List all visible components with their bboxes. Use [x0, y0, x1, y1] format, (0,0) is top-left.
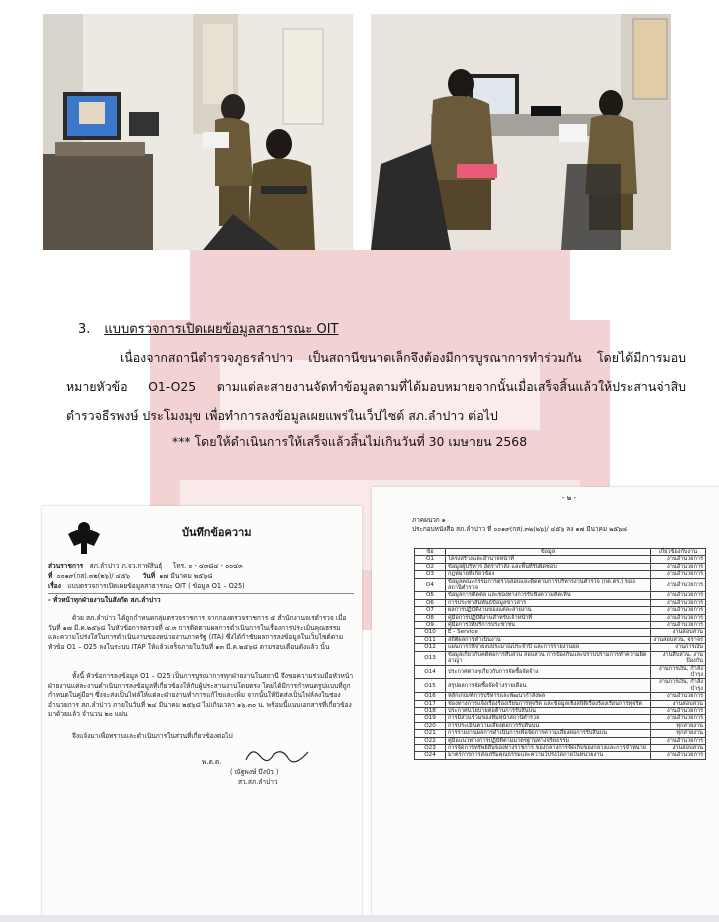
row-item: การจัดการทรัพย์สินของทางราชการ ของกลางการจัดเก็บของกลางและการจำหน่าย: [446, 744, 651, 751]
memo-paragraph-1: ด้วย สภ.ลำปาว ได้ถูกกำหนดกลุ่มตรวจราชการ จากกองตรวจราชการ ๕ สำนักงานจเรตำรวจ เมื่อวันที่ ๑๗ มี.ค.๒๕๖๘ ในหัวข้อการตรวจที่ ๔.๓ การติดตามผลการดำเนินการในเรื่องการประเมินคุณธรรม และความโปร่งใสในการดำเนินงานของหน่วยงานภาครัฐ (ITA) ซึ่งได้กำชับผลการลงข้อมูลในเว็บไซต์ตามหัวข้อ O1 – O25 ลงในระบบ ITAP ให้แล้วเสร็จภายในวันที่ ๑๓ มี.ค.๒๕๖๘ ตามรอบเตือนดังแล้ว นั้น: [48, 614, 347, 651]
memo-date: ๑๗ มีนาคม ๒๕๖๘: [159, 572, 213, 580]
signature-mark: [242, 744, 312, 766]
row-item: E - Service: [446, 629, 651, 636]
row-item: กฎหมายที่เกี่ยวข้อง: [446, 571, 651, 578]
subject-label: เรื่อง: [48, 582, 61, 590]
row-unit: งานอำนวยการ: [651, 693, 706, 700]
row-number: O8: [415, 614, 446, 621]
row-number: O20: [415, 722, 446, 729]
row-unit: งานสอบสวน, จราจร: [651, 636, 706, 643]
row-item: การประเมินความเสี่ยงต่อการรับสินบน: [446, 722, 651, 729]
table-row: [415, 651, 706, 665]
row-item: โครงสร้างและอำนาจหน้าที่: [446, 556, 651, 563]
bottom-scrollbar: [0, 915, 719, 922]
row-unit: งานการเงิน, กำลังบำรุง: [651, 679, 706, 693]
table-row: [415, 722, 706, 729]
row-unit: งานอำนวยการ: [651, 707, 706, 714]
table-row: [415, 744, 706, 751]
row-number: O5: [415, 592, 446, 599]
date-label: วันที่: [142, 572, 156, 580]
row-item: ข้อมูลผู้บริหาร อัตรากำลัง และพื้นที่รับผิดชอบ: [446, 563, 651, 570]
row-number: O24: [415, 752, 446, 759]
signer-rank: พ.ต.ต.: [202, 758, 222, 766]
table-row: [415, 752, 706, 759]
row-unit: ทุกสายงาน: [651, 730, 706, 737]
col-number: ข้อ: [415, 549, 446, 556]
row-item: หลักเกณฑ์การบริหารและพัฒนากำลังพล: [446, 693, 651, 700]
agency-label: ส่วนราชการ: [48, 562, 84, 570]
row-number: O11: [415, 636, 446, 643]
row-item: ข้อมูลคณะกรรมการตรวจสอบและติดตามการบริหารงานตำรวจ (กต.ตร.) ของสถานีตำรวจ: [446, 578, 651, 592]
table-row: [415, 599, 706, 606]
items-table: [414, 548, 706, 760]
table-row: [415, 578, 706, 592]
row-item: คู่มือการให้บริการประชาชน: [446, 622, 651, 629]
row-item: ประกาศนโยบายต่อต้านการรับสินบน: [446, 707, 651, 714]
row-unit: งานอำนวยการ: [651, 556, 706, 563]
memo-recipient: - ทั่วหน้าทุกฝ่ายงานในสังกัด สภ.ลำปาว: [48, 596, 161, 604]
table-row: [415, 700, 706, 707]
section-paragraph: เนื่องจากสถานีตำรวจภูธรลำปาว เป็นสถานีขนาดเล็กจึงต้องมีการบูรณาการทำร่วมกัน โดยได้มีการมอบหมายหัวข้อ O1-O25 ตามแต่ละสายงานจัดทำข้อมูลตามที่ได้มอบหมายจากนั้นเมื่อเสร็จสิ้นแล้วให้ประสานจ่าสิบตำรวจธีรพงษ์ ประโมงมุข เพื่อทำการลงข้อมูลเผยแพร่ในเว็ปไซต์ สภ.ลำปาว ต่อไป: [66, 350, 686, 423]
photo-interview-desk: [43, 14, 353, 250]
table-row: [415, 665, 706, 679]
table-row: [415, 693, 706, 700]
row-number: O3: [415, 571, 446, 578]
row-item: คู่มือแนวทางการปฏิบัติตามมาตรฐานทางจริยธรรม: [446, 737, 651, 744]
row-item: คู่มือการปฏิบัติงานสำหรับเจ้าหน้าที่: [446, 614, 651, 621]
table-row: [415, 707, 706, 714]
row-number: O15: [415, 679, 446, 693]
row-number: O14: [415, 665, 446, 679]
row-unit: งานสอบสวน: [651, 700, 706, 707]
table-row: [415, 563, 706, 570]
signer-name: ( ณัฐพงษ์ บึงบัว ): [230, 768, 279, 776]
row-unit: งานอำนวยการ: [651, 607, 706, 614]
row-number: O19: [415, 715, 446, 722]
row-number: O10: [415, 629, 446, 636]
phone: โทร. ๐ - ๔๓๘๔ - ๐๐๔๓: [172, 562, 243, 570]
ref-label: ที่: [48, 572, 53, 580]
deadline-note: *** โดยให้ดำเนินการให้เสร็จแล้วสิ้นไม่เกินวันที่ 30 เมษายน 2568: [172, 434, 528, 449]
row-item: การมีส่วนร่วมของทีมหน้าสถานีตำรวจ: [446, 715, 651, 722]
row-number: O7: [415, 607, 446, 614]
row-unit: งานการเงิน, กำลังบำรุง: [651, 665, 706, 679]
row-number: O12: [415, 644, 446, 651]
row-unit: งานอำนวยการ: [651, 614, 706, 621]
row-number: O16: [415, 693, 446, 700]
row-number: O9: [415, 622, 446, 629]
memo-paragraph-2: ทั้งนี้ หัวข้อการลงข้อมูล O1 – O25 เป็นการบูรณาการทุกฝ่ายงานในสถานี จึงขอความร่วมมือหัวหน้าฝ่ายงานแต่ละงานดำเนินการลงข้อมูลที่เกี่ยวข้องให้กับผู้ประสานงานโดยตรง โดยได้มีการกำหนดรูปแบบที่ถูกกำหนดในคู่มือฯ ซึ่งจะส่งเป็นไฟล์ให้แต่ละฝ่ายงานทำการแก้ไขและเพิ่ม จากนั้นให้ปิดส่งเป็นไฟล์ลงในช่อง อำนวยการ สภ.ลำปาว ภายในวันที่ ๒๔ มีนาคม ๒๕๖๘ ไม่เกินเวลา ๑๖.๓๐ น. พร้อมนี้แนบเอกสารที่เกี่ยวข้องมาด้วยแล้ว จำนวน ๒๐ แผ่น: [48, 672, 354, 719]
row-number: O22: [415, 737, 446, 744]
row-unit: งานอำนวยการ: [651, 563, 706, 570]
attachment-reference: ประกอบหนังสือ สภ.ลำปาว ที่ ๐๐๑๙(กส).๓๒(๒๖)/ ๔๕๖ ลง ๑๗ มีนาคม ๒๕๖๘: [412, 525, 628, 533]
row-number: O2: [415, 563, 446, 570]
row-item: ผลการปฏิบัติงานของแต่ละสายงาน: [446, 607, 651, 614]
signer-position: สว.สภ.ลำปาว: [238, 778, 278, 786]
row-item: ข้อมูลเกี่ยวกับคดีต่อการสืบสวน สอบสวน การป้องกันและปราบปรามการทำความผิดอาญา: [446, 651, 651, 665]
table-row: [415, 679, 706, 693]
attachment-document: [372, 487, 719, 922]
row-number: O18: [415, 707, 446, 714]
row-number: O13: [415, 651, 446, 665]
table-row: [415, 715, 706, 722]
table-row: [415, 592, 706, 599]
row-item: มาตรการการส่งเสริมคุณธรรมและความโปร่งใสภายในหน่วยงาน: [446, 752, 651, 759]
row-item: การประชาสัมพันธ์ข้อมูลข่าวสาร: [446, 599, 651, 606]
photo-interview-office: [371, 14, 671, 250]
row-unit: งานอำนวยการ: [651, 752, 706, 759]
row-item: แผนการใช้จ่ายงบประมาณประจำปี และการรายงานผล: [446, 644, 651, 651]
row-unit: ทุกสายงาน: [651, 722, 706, 729]
ref-number: ๐๐๑๙(กส).๓๒(๒๖)/ ๔๕๖: [56, 572, 130, 580]
table-row: [415, 556, 706, 563]
row-number: O23: [415, 744, 446, 751]
table-row: [415, 730, 706, 737]
row-number: O17: [415, 700, 446, 707]
memo-document: [42, 506, 362, 922]
memo-title: บันทึกข้อความ: [182, 526, 252, 539]
row-number: O21: [415, 730, 446, 737]
row-number: O4: [415, 578, 446, 592]
section-title: แบบตรวจการเปิดเผยข้อมูลสาธารณะ OIT: [104, 322, 339, 337]
section-number: 3.: [78, 322, 91, 337]
row-unit: งานอำนวยการ: [651, 578, 706, 592]
table-row: [415, 636, 706, 643]
row-item: การรายงานผลการดำเนินการเพื่อจัดการความเสี่ยงต่อการรับสินบน: [446, 730, 651, 737]
row-unit: งานสืบสวน, งานป้องกัน: [651, 651, 706, 665]
row-unit: งานสอบสวน: [651, 629, 706, 636]
agency: สภ.ลำปาว ภ.จว.กาฬสินธุ์: [89, 562, 163, 570]
row-unit: งานสอบสวน: [651, 744, 706, 751]
row-item: ข้อมูลการติดต่อ และช่องทางการรับฟังความคิดเห็น: [446, 592, 651, 599]
row-item: สรุปผลการจัดซื้อจัดจ้างรายเดือน: [446, 679, 651, 693]
garuda-emblem: [64, 516, 104, 556]
row-unit: งานอำนวยการ: [651, 571, 706, 578]
table-header-row: [415, 549, 706, 556]
table-row: [415, 737, 706, 744]
attachment-header: ภาคผนวก ๑: [412, 516, 446, 524]
col-item: ข้อมูล: [446, 549, 651, 556]
row-unit: งานอำนวยการ: [651, 715, 706, 722]
row-item: ประกาศต่างๆเกี่ยวกับการจัดซื้อจัดจ้าง: [446, 665, 651, 679]
row-unit: งานอำนวยการ: [651, 599, 706, 606]
table-row: [415, 629, 706, 636]
attachment-page-number: - ๒ -: [562, 494, 577, 502]
row-unit: งานอำนวยการ: [651, 737, 706, 744]
row-number: O1: [415, 556, 446, 563]
memo-divider: [48, 593, 354, 594]
memo-subject: แบบตรวจการเปิดเผยข้อมูลสาธารณะ OIT ( ข้อมูล O1 – O25): [67, 582, 245, 590]
row-unit: งานการเงิน: [651, 644, 706, 651]
row-item: ช่องทางการแจ้งเรื่องร้องเรียนการทุจริต และข้อมูลเชิงสถิติเรื่องร้องเรียนการทุจริต: [446, 700, 651, 707]
row-unit: งานอำนวยการ: [651, 622, 706, 629]
table-row: [415, 607, 706, 614]
col-unit: เกี่ยวข้องกับงาน: [651, 549, 706, 556]
row-unit: งานอำนวยการ: [651, 592, 706, 599]
table-row: [415, 622, 706, 629]
row-item: สถิติผลการดำเนินงาน: [446, 636, 651, 643]
table-row: [415, 644, 706, 651]
row-number: O6: [415, 599, 446, 606]
section-heading: [78, 316, 688, 344]
table-row: [415, 614, 706, 621]
memo-closing: จึงแจ้งมาเพื่อทราบและดำเนินการในส่วนที่เกี่ยวข้องต่อไป: [72, 732, 233, 740]
table-row: [415, 571, 706, 578]
